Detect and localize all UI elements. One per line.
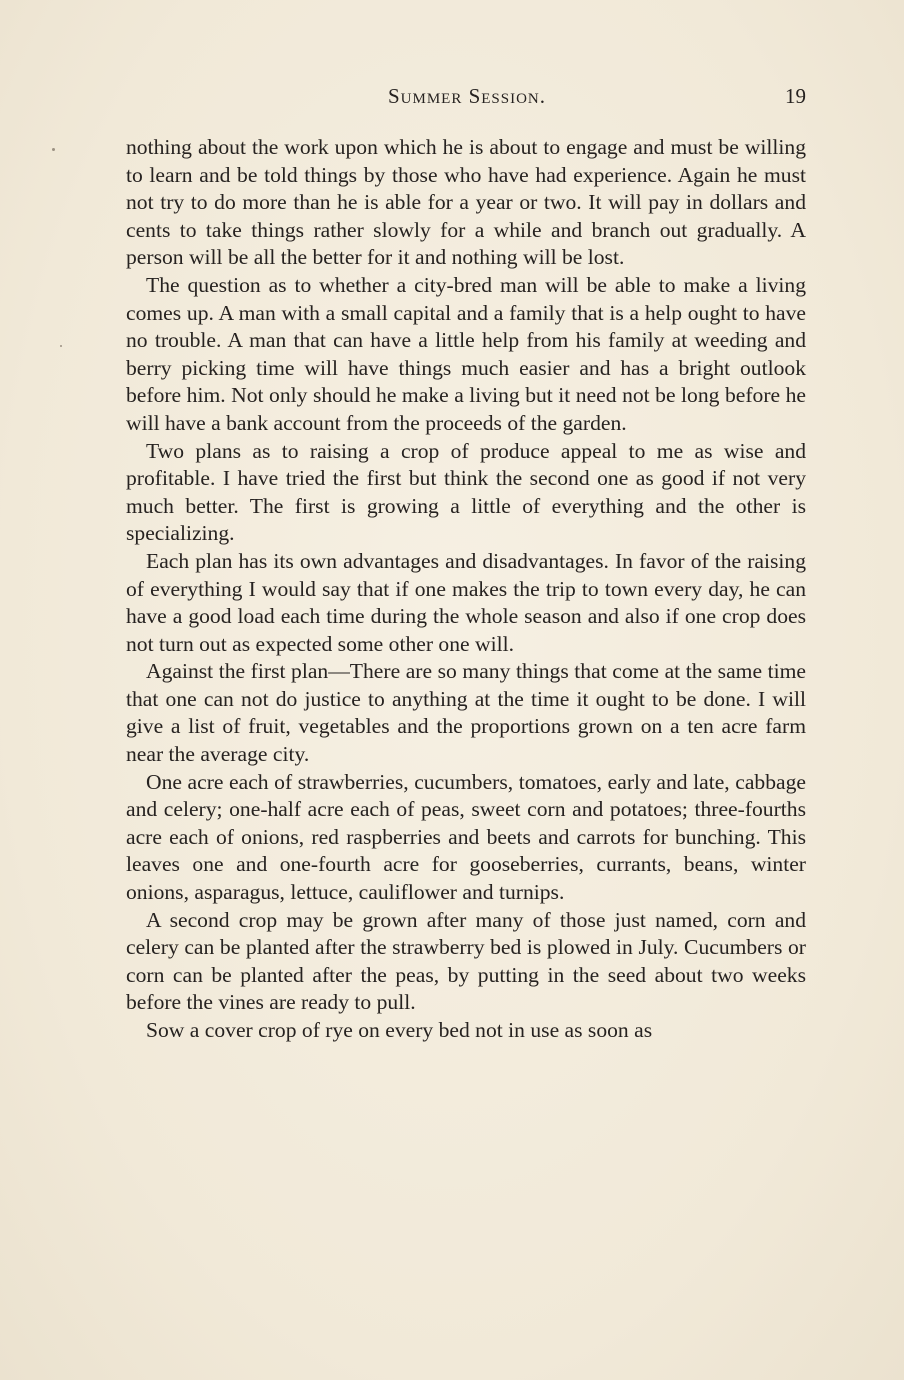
paragraph-continuation: nothing about the work upon which he is about to engage and must be willing to learn and be told things by those who have had experience. Again he must not try to do more than he is able for a year or two. It will pay in dollars and cents to take things rather slowly for a while and branch out gradually. A person will be all the better for it and nothing will be lost. [126, 135, 806, 270]
paragraph-against-first-plan: Against the first plan—There are so many things that come at the same time that one can not do justice to anything at the time it ought to be done. I will give a list of fruit, vegetables and the proportions grown on a ten acre farm near the average city. [126, 659, 806, 767]
page-number: 19 [785, 84, 806, 108]
body-text [126, 134, 806, 1045]
paragraph-advantages: Each plan has its own advantages and disadvantages. In favor of the raising of everything I would say that if one makes the trip to town every day, he can have a good load each time during the whole season and also if one crop does not turn out as expected some other one will. [126, 548, 806, 656]
paragraph-two-plans: Two plans as to raising a crop of produce appeal to me as wise and profitable. I have tried the first but think the second one as good if not very much better. The first is growing a little of everything and the other is specializing. [126, 438, 806, 546]
paper-speck [60, 345, 62, 347]
paragraph-city-bred-man: The question as to whether a city-bred man will be able to make a living comes up. A man with a small capital and a family that is a help ought to have no trouble. A man that can have a little help from his family at weeding and berry picking time will have things much easier and has a bright outlook before him. Not only should he make a living but it need not be long before he will have a bank account from the proceeds of the garden. [126, 272, 806, 435]
running-head [128, 84, 806, 114]
paper-speck [52, 148, 55, 151]
paragraph-cover-crop: Sow a cover crop of rye on every bed not in use as soon as [146, 1018, 653, 1042]
paragraph-second-crop: A second crop may be grown after many of those just named, corn and celery can be planted after the strawberry bed is plowed in July. Cucumbers or corn can be planted after the peas, by putting in the seed about two weeks before the vines are ready to pull. [126, 907, 806, 1015]
paragraph-crop-list: One acre each of strawberries, cucumbers, tomatoes, early and late, cabbage and celery; one-half acre each of peas, sweet corn and potatoes; three-fourths acre each of onions, red raspberries and beets and carrots for bunching. This leaves one and one-fourth acre for gooseberries, currants, beans, winter onions, asparagus, lettuce, cauliflower and turnips. [126, 769, 806, 905]
running-title: Summer Session. [387, 84, 547, 108]
